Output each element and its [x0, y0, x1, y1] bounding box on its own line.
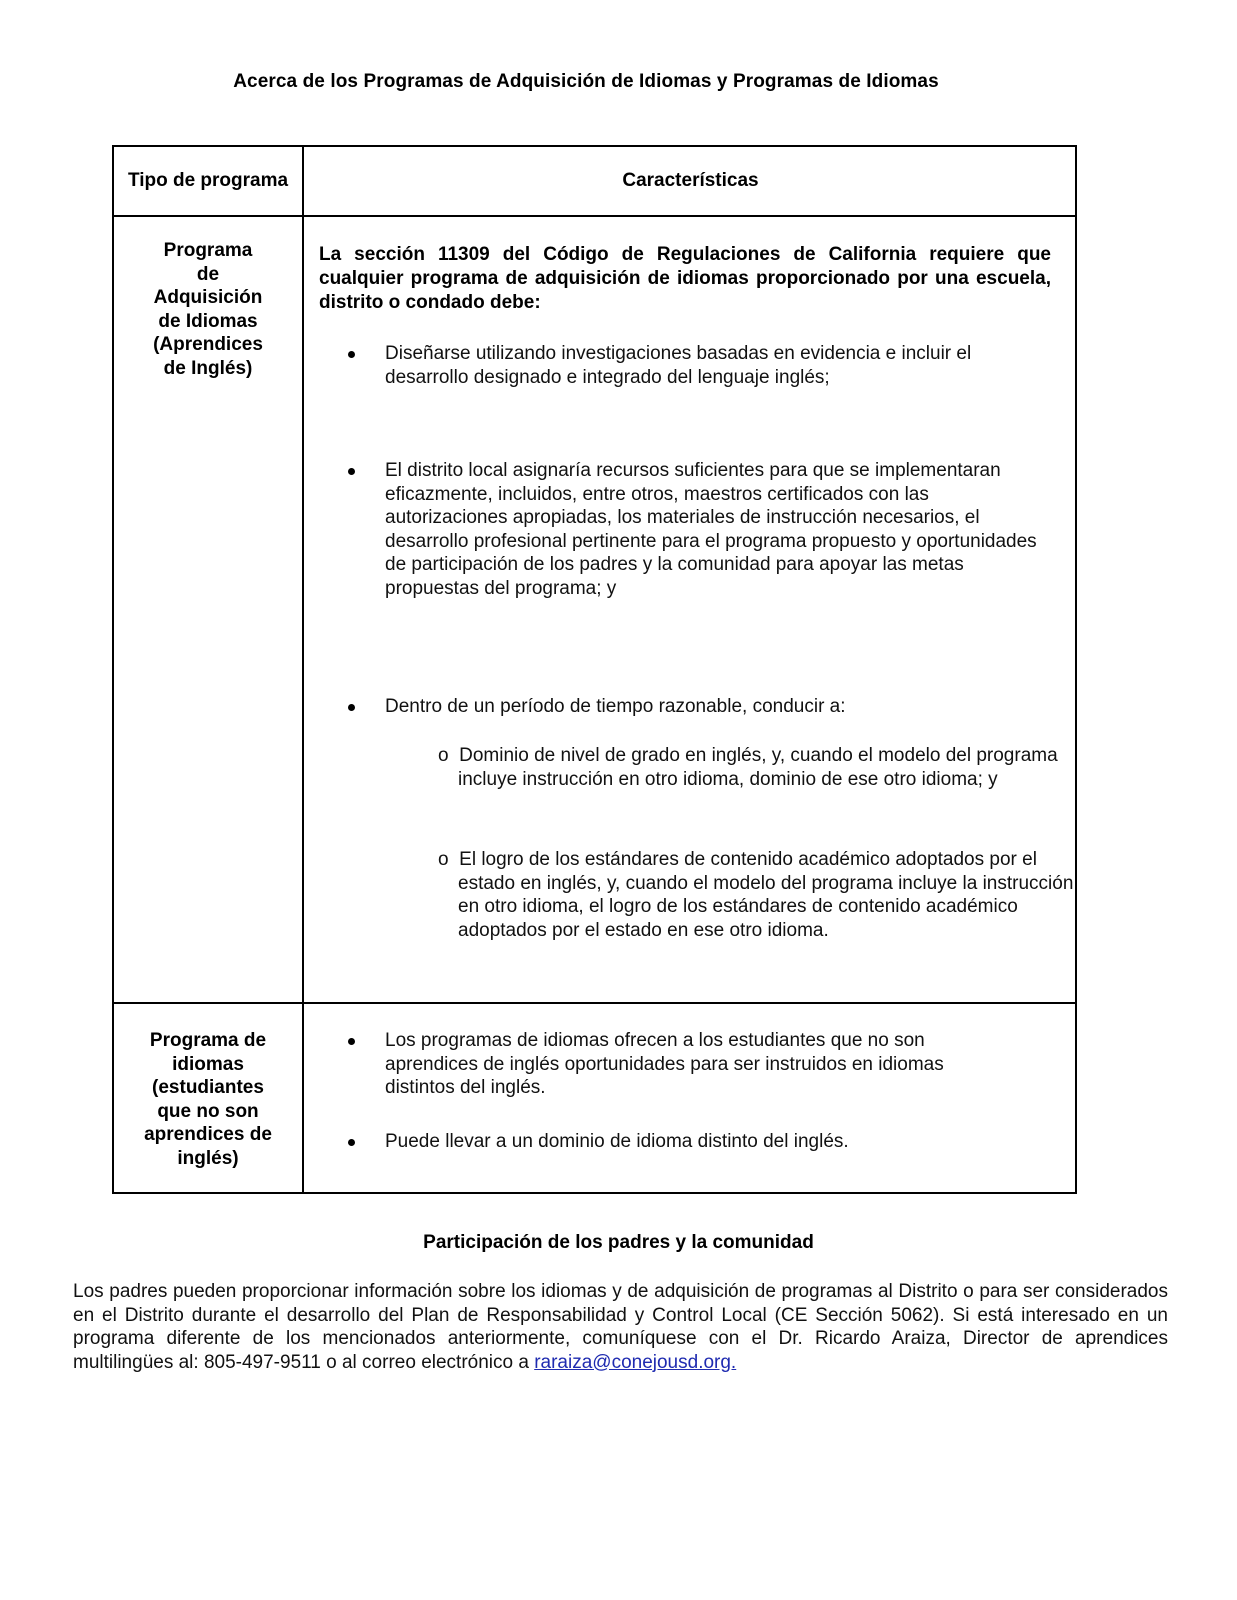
bullet-dot: [348, 704, 355, 711]
type-line: Adquisición: [153, 287, 263, 308]
type-line: de: [196, 263, 220, 285]
type-line: inglés): [177, 1147, 239, 1169]
column-divider: [302, 147, 304, 1192]
sub-bullet-marker: o: [438, 745, 449, 766]
bullet-dot: [348, 468, 355, 475]
programs-table: Tipo de programa Características Programa de Adquisición de Idiomas (Aprendices de Inglés) La sección 11309 del Código de Regulaciones de California requiere que cualquier programa de adquisición de idiomas proporcionado por una escuela, distrito o condado debe: Diseñarse utilizando investigaciones basadas en evidencia e incluir el desarrollo designado e integrado del lenguaje inglés; El distrito local asignaría recursos suficientes para que se implementaran eficazmente, incluidos, entre otros, maestros certificados con las autorizaciones apropiadas, los materiales de instrucción necesarios, el desarrollo profesional pertinente para el programa propuesto y oportunidades de participación de los padres y la comunidad para apoyar las metas propuestas del programa; y Dentro de un período de tiempo razonable, conducir a: o Dominio de nivel de grado en inglés, y, cuando el modelo del programa incluye instrucción en otro idioma, dominio de ese otro idioma; y o El logro de los estándares de contenido académico adoptados por el estado en inglés, y, cuando el modelo del programa incluye la instrucción en otro idioma, el logro de los estándares de contenido académico adoptados por el estado en ese otro idioma. Programa de idiomas (estudiantes que no son aprendices de inglés) Los programas de idiomas ofrecen a los estudiantes que no son aprendices de inglés oportunidades para ser instruidos en idiomas distintos del inglés. Puede llevar a un dominio de idioma distinto del inglés.: [112, 145, 1077, 1194]
header-divider: [114, 215, 1075, 217]
participation-text: Los padres pueden proporcionar información sobre los idiomas y de adquisición de programas al Distrito o para ser considerados en el Distrito durante el desarrollo del Plan de Responsabilidad y Control Local (CE Sección 5062). Si está interesado en un programa diferente de los mencionados anteriormente, comuníquese con el Dr. Ricardo Araiza, Director de aprendices multilingües al: 805-497-9511 o al correo electrónico a: [73, 1281, 1168, 1373]
bullet-dot: [348, 1038, 355, 1045]
sub-bullet-item: o Dominio de nivel de grado en inglés, y, cuando el modelo del programa incluye instrucción en otro idioma, dominio de ese otro idioma; y: [438, 745, 1058, 790]
type-line: (estudiantes: [152, 1077, 264, 1098]
participation-title: Participación de los padres y la comunidad: [423, 1232, 814, 1253]
sub-bullet-item: o El logro de los estándares de contenido académico adoptados por el estado en inglés, y, cuando el modelo del programa incluye la instrucción en otro idioma, el logro de los estándares de contenido académico adoptados por el estado en ese otro idioma.: [438, 849, 1074, 941]
type-line: de Idiomas: [158, 310, 258, 332]
type-line: (Aprendices: [153, 334, 263, 355]
email-link[interactable]: raraiza@conejousd.org.: [534, 1351, 737, 1373]
type-line: Programa de: [149, 1030, 267, 1051]
bullet-dot: [348, 1139, 355, 1146]
row2-program-type: [114, 1029, 302, 1170]
sub-bullet-marker: o: [438, 849, 449, 870]
participation-paragraph: [73, 1280, 1168, 1374]
type-line: idiomas: [172, 1053, 244, 1075]
header-characteristics: Características: [622, 170, 759, 191]
header-program-type: Tipo de programa: [127, 170, 289, 191]
row1-intro: La sección 11309 del Código de Regulaciones de California requiere que cualquier programa de adquisición de idiomas proporcionado por una escuela, distrito o condado debe:: [319, 244, 1051, 313]
document-title: Acerca de los Programas de Adquisición de Idiomas y Programas de Idiomas: [233, 71, 939, 92]
row-divider: [114, 1002, 1075, 1004]
type-line: aprendices de: [144, 1124, 272, 1145]
type-line: Programa: [163, 240, 253, 261]
type-line: de Inglés): [163, 357, 253, 379]
type-line: que no son: [157, 1100, 259, 1122]
bullet-dot: [348, 351, 355, 358]
row1-program-type: [114, 239, 302, 380]
